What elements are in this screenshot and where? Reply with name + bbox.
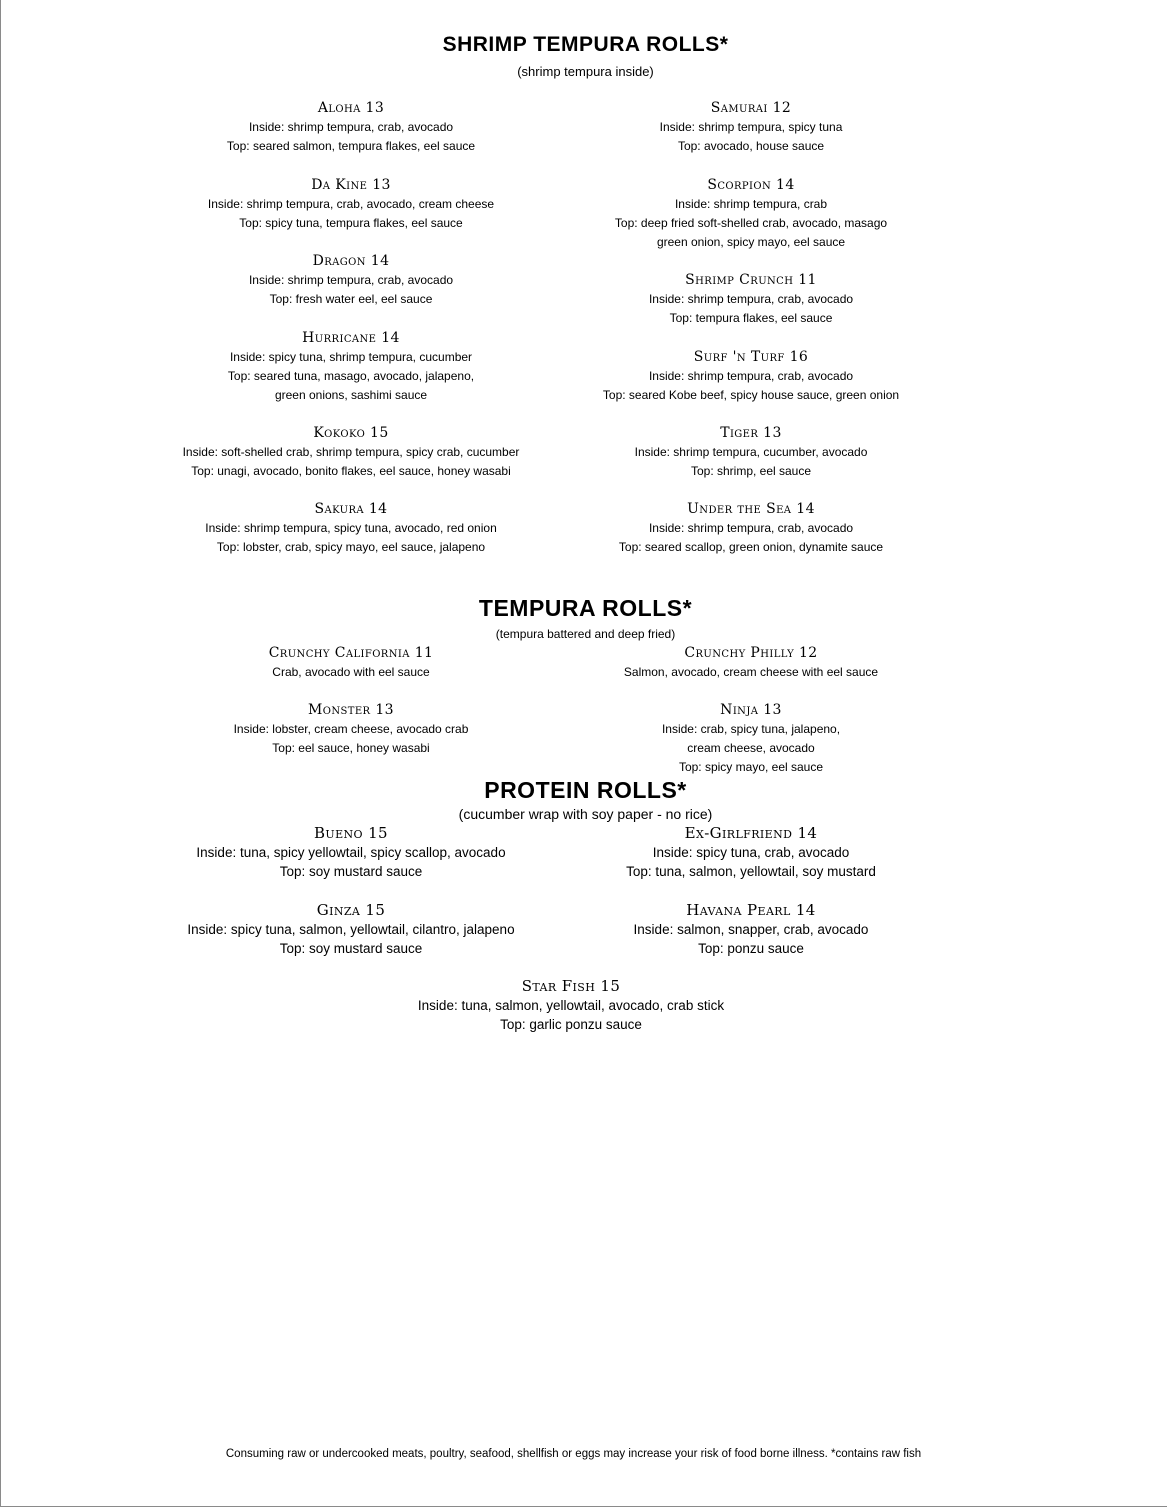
item-name: Star Fish 15 <box>521 977 621 995</box>
menu-item-shrimp-crunch <box>541 271 961 328</box>
item-line: Inside: shrimp tempura, spicy tuna, avocado, red onion <box>205 521 497 535</box>
menu-item-ninja <box>541 701 961 777</box>
item-name: Da Kine 13 <box>311 177 391 193</box>
item-name: Ex-Girlfriend 14 <box>684 824 818 842</box>
item-name: Sakura 14 <box>314 501 388 517</box>
item-line: Top: shrimp, eel sauce <box>690 464 812 478</box>
item-line: Top: tempura flakes, eel sauce <box>669 311 833 325</box>
menu-item-scorpion <box>541 176 961 252</box>
item-name: Ginza 15 <box>316 901 386 919</box>
item-line: Top: fresh water eel, eel sauce <box>269 292 433 306</box>
item-line: Top: seared salmon, tempura flakes, eel sauce <box>226 139 476 153</box>
raw-food-disclaimer: Consuming raw or undercooked meats, poultry, seafood, shellfish or eggs may increase your risk of food borne illness. *contains raw fish <box>225 1448 922 1460</box>
item-line: Inside: spicy tuna, salmon, yellowtail, cilantro, jalapeno <box>187 922 515 937</box>
item-line: Top: eel sauce, honey wasabi <box>272 741 430 755</box>
menu-item-surf-n-turf <box>541 348 961 405</box>
item-line: Inside: lobster, cream cheese, avocado crab <box>233 722 469 736</box>
item-name: Scorpion 14 <box>707 177 795 193</box>
item-line: Top: garlic ponzu sauce <box>500 1017 642 1032</box>
item-line: Inside: shrimp tempura, crab, avocado <box>248 273 454 287</box>
menu-item-tiger <box>541 424 961 481</box>
section-title-tempura: TEMPURA ROLLS* <box>478 595 693 621</box>
item-line: Top: seared scallop, green onion, dynamite sauce <box>618 540 884 554</box>
menu-item-kokoko <box>151 424 551 481</box>
item-name: Bueno 15 <box>313 824 389 842</box>
menu-item-monster <box>151 701 551 758</box>
menu-item-under-the-sea <box>541 500 961 557</box>
item-line: Inside: salmon, snapper, crab, avocado <box>633 922 869 937</box>
item-name: Hurricane 14 <box>302 330 400 346</box>
item-line: Top: seared tuna, masago, avocado, jalapeno, <box>227 369 475 383</box>
item-name: Ninja 13 <box>720 702 782 718</box>
menu-item-dragon <box>151 252 551 309</box>
item-line: Top: tuna, salmon, yellowtail, soy mustard <box>626 864 876 879</box>
item-line: Inside: shrimp tempura, crab, avocado, cream cheese <box>207 197 495 211</box>
item-name: Surf 'n Turf 16 <box>693 349 809 365</box>
item-line: Inside: soft-shelled crab, shrimp tempura, spicy crab, cucumber <box>182 445 520 459</box>
menu-item-ex-girlfriend <box>541 824 961 881</box>
menu-item-havana-pearl <box>541 901 961 958</box>
item-name: Kokoko 15 <box>313 425 389 441</box>
item-line: Inside: shrimp tempura, crab, avocado <box>648 521 854 535</box>
section-title-shrimp-tempura: SHRIMP TEMPURA ROLLS* <box>442 33 729 56</box>
item-name: Monster 13 <box>308 702 394 718</box>
menu-item-ginza <box>131 901 571 958</box>
item-name: Shrimp Crunch 11 <box>685 272 817 288</box>
item-name: Tiger 13 <box>720 425 782 441</box>
item-line: green onion, spicy mayo, eel sauce <box>656 235 846 249</box>
item-line: Top: spicy mayo, eel sauce <box>678 760 824 774</box>
item-line: Inside: spicy tuna, shrimp tempura, cucumber <box>229 350 473 364</box>
section-subtitle-shrimp-tempura: (shrimp tempura inside) <box>517 64 654 79</box>
item-name: Samurai 12 <box>710 100 792 116</box>
item-line: Inside: shrimp tempura, cucumber, avocado <box>634 445 868 459</box>
item-line: cream cheese, avocado <box>687 741 815 755</box>
item-line: Top: unagi, avocado, bonito flakes, eel sauce, honey wasabi <box>191 464 511 478</box>
menu-item-star-fish <box>361 977 781 1034</box>
menu-item-bueno <box>146 824 556 881</box>
item-line: Top: spicy tuna, tempura flakes, eel sauce <box>239 216 463 230</box>
item-name: Crunchy California 11 <box>268 645 434 661</box>
item-line: green onions, sashimi sauce <box>274 388 428 402</box>
menu-item-aloha <box>151 99 551 156</box>
section-subtitle-tempura: (tempura battered and deep fried) <box>495 627 676 641</box>
item-line: Top: soy mustard sauce <box>279 941 423 956</box>
item-line: Salmon, avocado, cream cheese with eel sauce <box>623 665 879 679</box>
item-line: Top: soy mustard sauce <box>279 864 423 879</box>
item-line: Inside: tuna, spicy yellowtail, spicy scallop, avocado <box>196 845 506 860</box>
item-line: Top: ponzu sauce <box>698 941 804 956</box>
item-line: Inside: shrimp tempura, crab, avocado <box>648 369 854 383</box>
item-name: Crunchy Philly 12 <box>684 645 818 661</box>
menu-item-sakura <box>151 500 551 557</box>
item-name: Under the Sea 14 <box>687 501 815 517</box>
item-name: Havana Pearl 14 <box>686 901 816 919</box>
item-line: Top: seared Kobe beef, spicy house sauce, green onion <box>602 388 900 402</box>
item-line: Inside: spicy tuna, crab, avocado <box>652 845 850 860</box>
menu-item-hurricane <box>151 329 551 405</box>
section-title-protein: PROTEIN ROLLS* <box>484 777 687 803</box>
item-line: Inside: crab, spicy tuna, jalapeno, <box>661 722 841 736</box>
menu-item-da-kine <box>151 176 551 233</box>
menu-item-crunchy-california <box>151 644 551 682</box>
item-name: Dragon 14 <box>312 253 390 269</box>
item-line: Inside: shrimp tempura, spicy tuna <box>659 120 843 134</box>
section-subtitle-protein: (cucumber wrap with soy paper - no rice) <box>458 806 713 822</box>
item-line: Inside: shrimp tempura, crab, avocado <box>648 292 854 306</box>
menu-item-samurai <box>541 99 961 156</box>
item-line: Inside: shrimp tempura, crab, avocado <box>248 120 454 134</box>
item-line: Crab, avocado with eel sauce <box>272 665 430 679</box>
item-line: Top: avocado, house sauce <box>677 139 825 153</box>
item-line: Inside: shrimp tempura, crab <box>674 197 828 211</box>
item-name: Aloha 13 <box>317 100 385 116</box>
item-line: Inside: tuna, salmon, yellowtail, avocado, crab stick <box>417 998 725 1013</box>
menu-item-crunchy-philly <box>541 644 961 682</box>
item-line: Top: lobster, crab, spicy mayo, eel sauce, jalapeno <box>216 540 486 554</box>
item-line: Top: deep fried soft-shelled crab, avocado, masago <box>614 216 888 230</box>
